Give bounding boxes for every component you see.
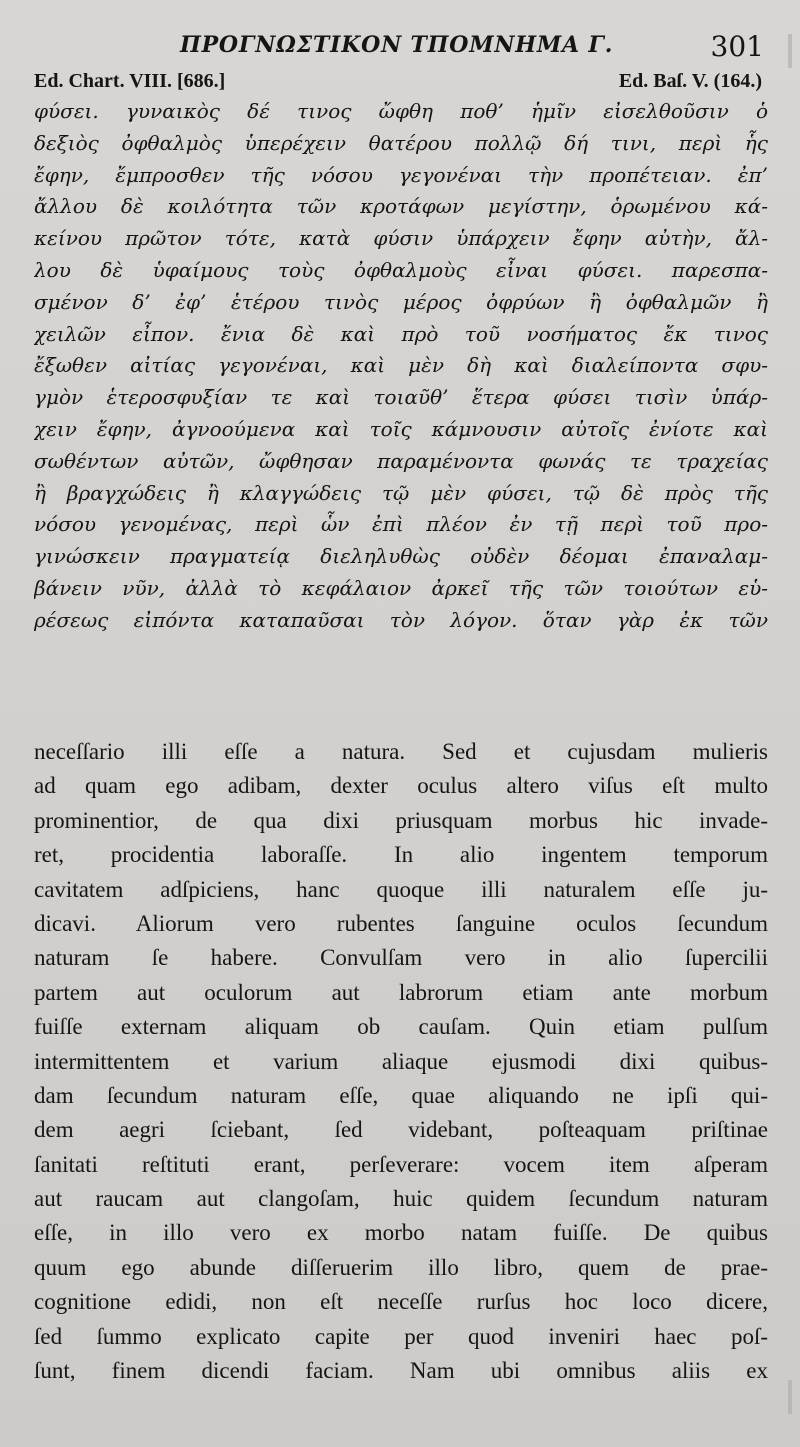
latin-line: intermittentem et varium aliaque ejusmodi dixi quibus- — [34, 1048, 768, 1074]
greek-line: γινώσκειν πραγματείᾳ διεληλυθὼς οὐδὲν δέομαι ἐπαναλαμ- — [34, 544, 768, 569]
greek-line: χειν ἔφην, ἀγνοούμενα καὶ τοῖς κάμνουσιν αὐτοῖς ἐνίοτε καὶ — [34, 416, 768, 441]
latin-line: naturam ſe habere. Convulſam vero in alio ſupercilii — [34, 945, 768, 971]
greek-line: ἔφην, ἔμπροσθεν τῆς νόσου γεγονέναι τὴν προπέτειαν. ἐπ’ — [34, 162, 768, 187]
latin-line: ſunt, finem dicendi faciam. Nam ubi omnibus aliis ex — [34, 1358, 768, 1384]
latin-line: eſſe, in illo vero ex morbo natam fuiſſe. De quibus — [34, 1220, 768, 1246]
latin-line: ad quam ego adibam, dexter oculus altero viſus eſt multo — [34, 773, 768, 799]
latin-line: ſed ſummo explicato capite per quod inveniri haec poſ- — [34, 1323, 768, 1349]
greek-line: γμὸν ἑτεροσφυξίαν τε καὶ τοιαῦθ’ ἕτερα φύσει τισὶν ὑπάρ- — [34, 385, 768, 410]
edition-references — [34, 70, 762, 96]
latin-line: aut raucam aut clangoſam, huic quidem ſecundum naturam — [34, 1186, 768, 1212]
latin-line: neceſſario illi eſſe a natura. Sed et cujusdam mulieris — [34, 739, 768, 764]
basel-reference: Ed. Baſ. V. (164.) — [618, 70, 762, 92]
latin-line: dicavi. Aliorum vero rubentes ſanguine oculos ſecundum — [34, 910, 768, 936]
latin-line: dem aegri ſciebant, ſed videbant, poſteaquam priſtinae — [34, 1117, 768, 1143]
chartier-reference: Ed. Chart. VIII. [686.] — [34, 70, 226, 92]
greek-line: σωθέντων αὐτῶν, ὤφθησαν παραμένοντα φωνάς τε τραχείας — [34, 448, 768, 473]
greek-line: σμένον δ’ ἐφ’ ἑτέρου τινὸς μέρος ὀφρύων ἢ ὀφθαλμῶν ἢ — [34, 289, 768, 314]
latin-line: ſanitati reſtituti erant, perſeverare: vocem item aſperam — [34, 1151, 768, 1177]
greek-line: ἄλλου δὲ κοιλότητα τῶν κροτάφων μεγίστην, ὁρωμένου κά- — [34, 194, 768, 219]
latin-text-block — [34, 735, 768, 1388]
latin-line: fuiſſe externam aliquam ob cauſam. Quin etiam pulſum — [34, 1014, 768, 1040]
latin-line: ret, procidentia laboraſſe. In alio ingentem temporum — [34, 842, 768, 868]
greek-line: βάνειν νῦν, ἀλλὰ τὸ κεφάλαιον ἀρκεῖ τῆς τῶν τοιούτων εὑ- — [34, 575, 768, 600]
greek-line: φύσει. γυναικὸς δέ τινος ὤφθη ποθ’ ἡμῖν εἰσελθοῦσιν ὁ — [34, 99, 768, 123]
greek-line: λου δὲ ὑφαίμους τοὺς ὀφθαλμοὺς εἶναι φύσει. παρεσπα- — [34, 257, 768, 282]
latin-line: partem aut oculorum aut labrorum etiam ante morbum — [34, 979, 768, 1005]
latin-line: dam ſecundum naturam eſſe, quae aliquando ne ipſi qui- — [34, 1082, 768, 1108]
greek-line: χειλῶν εἶπον. ἔνια δὲ καὶ πρὸ τοῦ νοσήματος ἔκ τινος — [34, 321, 768, 346]
latin-line: prominentior, de qua dixi priusquam morbus hic invade- — [34, 807, 768, 833]
latin-line: quum ego abunde diſſeruerim illo libro, quem de prae- — [34, 1254, 768, 1280]
page-edge-mark — [788, 34, 792, 68]
running-title: ΠΡΟΓΝΩΣΤΙΚΟΝ ΤΠΟΜΝΗΜΑ Γ. — [180, 32, 614, 58]
page-header — [34, 28, 774, 68]
greek-text-block — [34, 96, 768, 637]
greek-line: νόσου γενομένας, περὶ ὧν ἐπὶ πλέον ἐν τῇ περὶ τοῦ προ- — [34, 512, 768, 537]
page-edge-mark — [788, 1380, 792, 1414]
latin-line: cognitione edidi, non eſt neceſſe rurſus hoc loco dicere, — [34, 1289, 768, 1315]
greek-line: δεξιὸς ὀφθαλμὸς ὑπερέχειν θατέρου πολλῷ δή τινι, περὶ ἧς — [34, 130, 768, 155]
greek-line: ἔξωθεν αἰτίας γεγονέναι, καὶ μὲν δὴ καὶ διαλείποντα σφυ- — [34, 353, 768, 378]
latin-line: cavitatem adſpiciens, hanc quoque illi naturalem eſſe ju- — [34, 876, 768, 902]
greek-line: κείνου πρῶτον τότε, κατὰ φύσιν ὑπάρχειν ἔφην αὐτὴν, ἄλ- — [34, 226, 768, 251]
page-number: 301 — [710, 30, 764, 63]
greek-line: ἢ βραγχώδεις ἢ κλαγγώδεις τῷ μὲν φύσει, τῷ δὲ πρὸς τῆς — [34, 480, 768, 505]
greek-line: ρέσεως εἰπόντα καταπαῦσαι τὸν λόγον. ὅταν γὰρ ἐκ τῶν — [34, 607, 768, 632]
